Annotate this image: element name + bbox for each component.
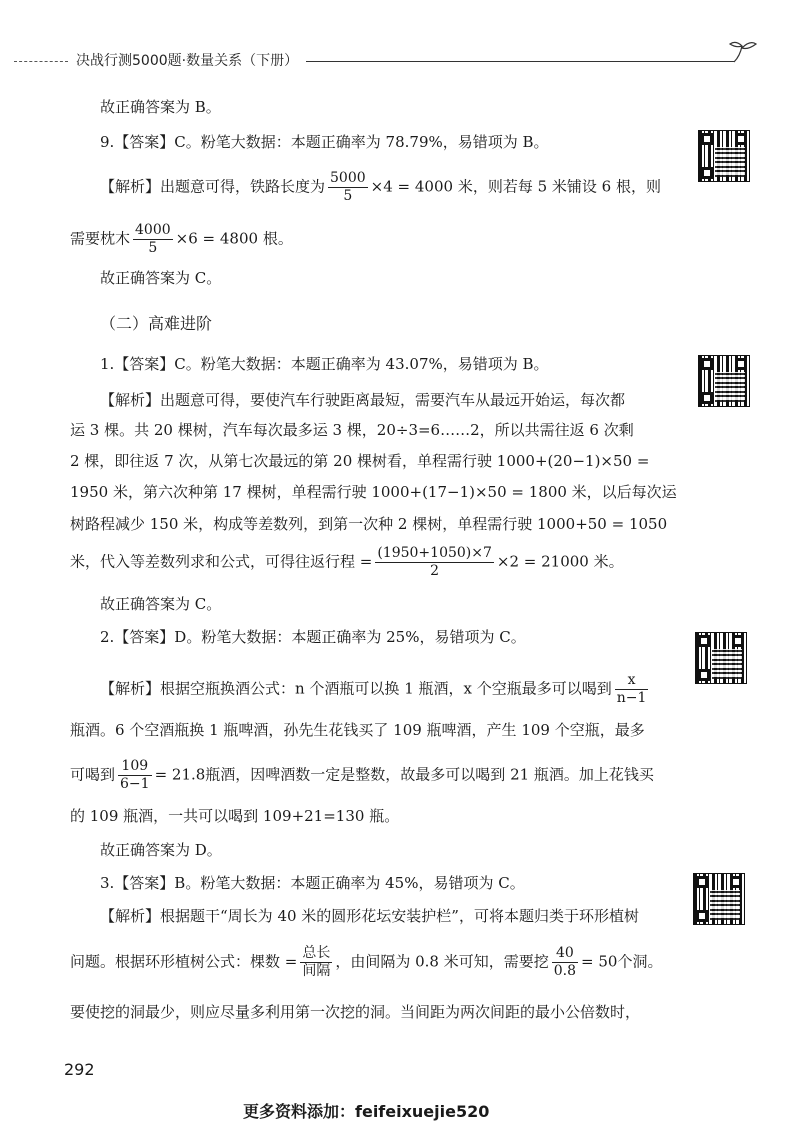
- h1-analysis-3: 2 棵，即往返 7 次，从第七次最远的第 20 棵树看，单程需行驶 1000+(20−1)×50 =: [70, 452, 650, 470]
- fraction: $\frac{4000}{5}$: [135, 222, 171, 256]
- header-rule: [306, 61, 734, 62]
- sprout-icon: [728, 38, 758, 66]
- h2-analysis-4: 的 109 瓶酒，一共可以喝到 109+21=130 瓶。: [70, 807, 400, 825]
- q9-analysis-text: 【解析】出题意可得，铁路长度为: [100, 177, 326, 196]
- header-dash: [14, 61, 68, 62]
- h3-analysis-1: 【解析】根据题干“周长为 40 米的圆形花坛安装护栏”，可将本题归类于环形植树: [100, 907, 639, 925]
- qr-code-icon[interactable]: [693, 873, 745, 925]
- fraction: $\frac{(1950+1050)\times 7}{2}$: [377, 545, 492, 579]
- answer-line: 故正确答案为 B。: [100, 98, 221, 116]
- qr-code-icon[interactable]: [698, 130, 750, 182]
- h2-analysis-1: 【解析】根据空瓶换酒公式：n 个酒瓶可以换 1 瓶酒，x 个空瓶最多可以喝到 $\frac{x}{n-1}$: [100, 672, 647, 706]
- h1-answer: 1.【答案】C。粉笔大数据：本题正确率为 43.07%，易错项为 B。: [100, 355, 549, 373]
- h1-analysis-2: 运 3 棵。共 20 棵树，汽车每次最多运 3 棵，20÷3=6……2，所以共需往返 6 次剩: [70, 421, 634, 439]
- h3-answer: 3.【答案】B。粉笔大数据：本题正确率为 45%，易错项为 C。: [100, 874, 525, 892]
- q9-analysis-2: 需要枕木 $\frac{4000}{5}$ ×6 = 4800 根。: [70, 222, 293, 256]
- footer-note: 更多资料添加：feifeixuejie520: [243, 1102, 490, 1121]
- h1-analysis-6: 米，代入等差数列求和公式，可得往返行程 = $\frac{(1950+1050)\times 7}{2}$ ×2 = 21000 米。: [70, 545, 624, 579]
- page-number: 292: [64, 1060, 95, 1079]
- h1-analysis-1: 【解析】出题意可得，要使汽车行驶距离最短，需要汽车从最远开始运，每次都: [100, 391, 626, 409]
- h2-answer: 2.【答案】D。粉笔大数据：本题正确率为 25%，易错项为 C。: [100, 628, 526, 646]
- qr-code-icon[interactable]: [695, 632, 747, 684]
- qr-code-icon[interactable]: [698, 355, 750, 407]
- h3-analysis-3: 要使挖的洞最少，则应尽量多利用第一次挖的洞。当间距为两次间距的最小公倍数时，: [70, 1003, 641, 1021]
- h2-analysis-3: 可喝到 $\frac{109}{6-1}$ = 21.8瓶酒，因啤酒数一定是整数，故最多可以喝到 21 瓶酒。加上花钱买: [70, 758, 654, 792]
- fraction: $\frac{109}{6-1}$: [120, 758, 150, 792]
- section-heading: （二）高难进阶: [100, 314, 213, 333]
- q9-analysis-1: 【解析】出题意可得，铁路长度为 $\frac{5000}{5}$ ×4 = 4000 米，则若每 5 米铺设 6 根，则: [100, 170, 661, 204]
- fraction: $\frac{40}{0.8}$: [553, 945, 577, 979]
- running-header-title: 决战行测5000题·数量关系（下册）: [76, 53, 299, 69]
- fraction: $\frac{\text{总长}}{\text{间隔}}$: [302, 945, 331, 979]
- fraction: $\frac{x}{n-1}$: [616, 672, 647, 706]
- q9-answer: 9.【答案】C。粉笔大数据：本题正确率为 78.79%，易错项为 B。: [100, 133, 549, 151]
- h1-analysis-5: 树路程减少 150 米，构成等差数列，到第一次种 2 棵树，单程需行驶 1000+50 = 1050: [70, 515, 668, 533]
- h2-result: 故正确答案为 D。: [100, 841, 222, 859]
- h3-analysis-2: 问题。根据环形植树公式：棵数 = $\frac{\text{总长}}{\text{间隔}}$ ，由间隔为 0.8 米可知，需要挖 $\frac{40}{0.8}$ = 50个洞。: [70, 945, 663, 979]
- h1-result: 故正确答案为 C。: [100, 595, 222, 613]
- h2-analysis-2: 瓶酒。6 个空酒瓶换 1 瓶啤酒，孙先生花钱买了 109 瓶啤酒，产生 109 个空瓶，最多: [70, 721, 645, 739]
- fraction: $\frac{5000}{5}$: [330, 170, 366, 204]
- h1-analysis-4: 1950 米，第六次种第 17 棵树，单程需行驶 1000+(17−1)×50 = 1800 米，以后每次运: [70, 483, 677, 501]
- q9-result: 故正确答案为 C。: [100, 269, 222, 287]
